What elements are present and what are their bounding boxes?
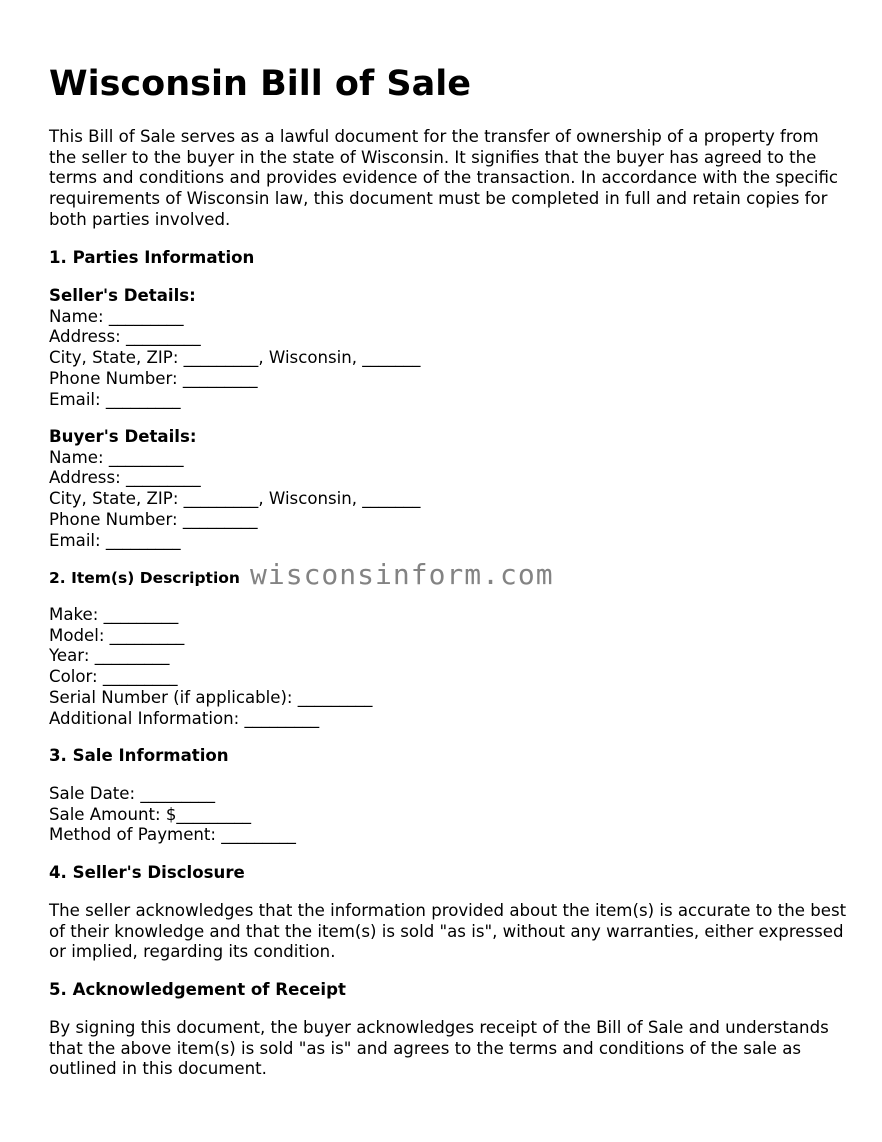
seller-details-heading: Seller's Details: — [49, 286, 196, 305]
seller-phone-field: Phone Number: _________ — [49, 368, 258, 388]
item-color-field: Color: _________ — [49, 667, 178, 687]
section-4-heading: 4. Seller's Disclosure — [49, 863, 245, 882]
sale-date-field: Sale Date: _________ — [49, 784, 215, 803]
item-additional-field: Additional Information: _________ — [49, 708, 320, 728]
buyer-city-field: City, State, ZIP: _________, Wisconsin, _______ — [49, 489, 421, 509]
sale-information — [49, 784, 849, 846]
buyer-details-heading: Buyer's Details: — [49, 427, 197, 446]
section-2-heading: 2. Item(s) Description — [49, 569, 240, 587]
buyer-address-field: Address: _________ — [49, 468, 201, 488]
seller-name-field: Name: _________ — [49, 306, 184, 326]
seller-details — [49, 286, 849, 410]
seller-disclosure-text: The seller acknowledges that the information provided about the item(s) is accurate to the best of their knowledge and that the item(s) is sold "as is", without any warranties, either expressed or implied, regarding its condition. — [49, 901, 847, 962]
item-description — [49, 605, 849, 729]
intro-paragraph: This Bill of Sale serves as a lawful document for the transfer of ownership of a property from the seller to the buyer in the state of Wisconsin. It signifies that the buyer has agreed to the terms and conditions and provides evidence of the transaction. In accordance with the specific requirements of Wisconsin law, this document must be completed in full and retain copies for both parties involved. — [49, 127, 839, 229]
buyer-phone-field: Phone Number: _________ — [49, 509, 258, 529]
section-3-heading: 3. Sale Information — [49, 746, 229, 765]
item-model-field: Model: _________ — [49, 625, 185, 645]
payment-method-field: Method of Payment: _________ — [49, 825, 296, 845]
seller-email-field: Email: _________ — [49, 389, 181, 409]
watermark-text: wisconsinform.com — [250, 558, 554, 591]
section-5-heading: 5. Acknowledgement of Receipt — [49, 980, 346, 999]
buyer-email-field: Email: _________ — [49, 530, 181, 550]
sale-amount-field: Sale Amount: $_________ — [49, 804, 252, 824]
item-make-field: Make: _________ — [49, 605, 179, 624]
seller-address-field: Address: _________ — [49, 327, 201, 347]
item-year-field: Year: _________ — [49, 646, 170, 666]
buyer-name-field: Name: _________ — [49, 447, 184, 467]
document-title: Wisconsin Bill of Sale — [49, 64, 471, 104]
item-serial-field: Serial Number (if applicable): _________ — [49, 687, 373, 707]
section-1-heading: 1. Parties Information — [49, 248, 255, 267]
seller-city-field: City, State, ZIP: _________, Wisconsin, _______ — [49, 348, 421, 368]
acknowledgement-text: By signing this document, the buyer acknowledges receipt of the Bill of Sale and understands that the above item(s) is sold "as is" and agrees to the terms and conditions of the sale as outlined in this document. — [49, 1018, 829, 1079]
buyer-details — [49, 427, 849, 551]
